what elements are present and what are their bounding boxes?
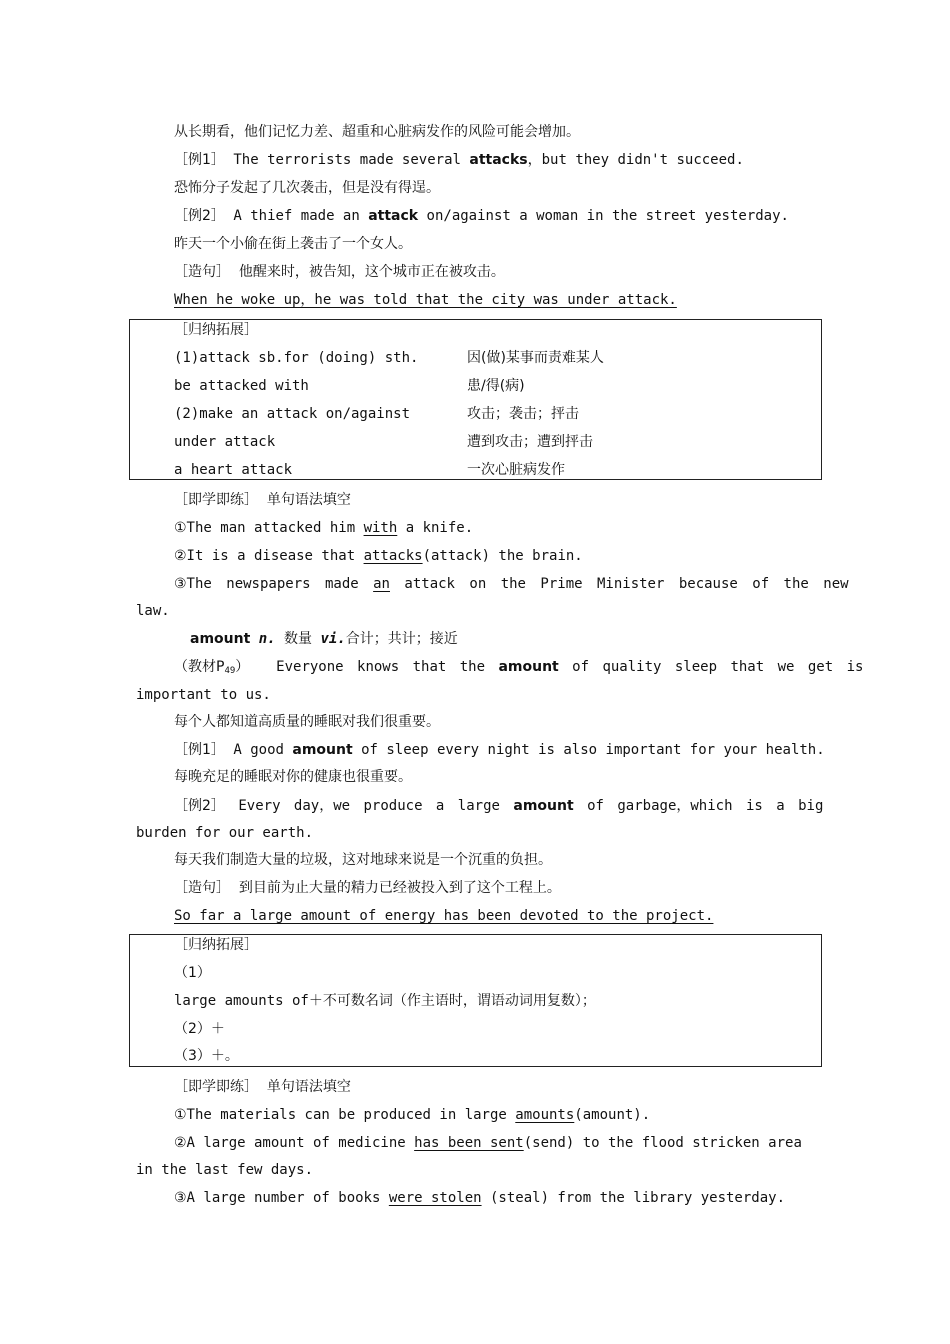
example-text: Every day，we produce a large	[238, 798, 514, 814]
practice-question-2	[174, 1133, 802, 1153]
question-text: ②A large amount of medicine	[174, 1135, 415, 1151]
summary-meaning: 患/得(病)	[467, 378, 525, 394]
sentence-making	[174, 262, 505, 282]
make-tag: ［造句］	[174, 880, 230, 896]
practice-heading	[174, 1077, 351, 1097]
answer-blank: with	[363, 520, 398, 536]
example-1-translation: 恐怖分子发起了几次袭击，但是没有得逞。	[174, 180, 440, 196]
summary-title: ［归纳拓展］	[174, 937, 258, 953]
keyword: amount	[498, 659, 559, 675]
answer-blank: attacks	[363, 548, 423, 564]
example-2-translation: 昨天一个小偷在街上袭击了一个女人。	[174, 236, 412, 252]
answer-blank: were stolen	[388, 1190, 482, 1206]
source-tag-close: ）	[235, 659, 250, 675]
example-text: ，but they didn't succeed.	[527, 152, 744, 168]
keyword: attacks	[469, 152, 528, 168]
summary-title: ［归纳拓展］	[174, 322, 258, 338]
example-1	[174, 740, 825, 760]
practice-question-3-cont: law.	[136, 603, 170, 619]
question-text: (attack) the brain.	[422, 548, 583, 564]
question-text: ③A large number of books	[174, 1190, 389, 1206]
headword-entry	[190, 629, 458, 649]
example-1	[174, 150, 744, 170]
summary-line: large amounts of＋不可数名词（作主语时，谓语动词用复数）；	[174, 993, 596, 1009]
question-text: (steal) from the library yesterday.	[481, 1190, 785, 1206]
summary-meaning: 攻击；袭击；抨击	[467, 406, 579, 422]
summary-line: （3）＋。	[174, 1048, 239, 1064]
summary-phrase: (2)make an attack on/against	[174, 406, 411, 422]
example-2	[174, 796, 823, 816]
question-text: a knife.	[397, 520, 474, 536]
summary-box	[129, 319, 822, 480]
practice-question-1	[174, 1105, 650, 1125]
example-text: A good	[233, 742, 293, 758]
summary-meaning: 因(做)某事而责难某人	[467, 350, 604, 366]
summary-meaning: 一次心脏病发作	[467, 462, 565, 478]
textbook-quote	[174, 657, 863, 681]
practice-tag: ［即学即练］	[174, 1079, 258, 1095]
question-text: ③The newspapers made	[174, 576, 374, 592]
practice-tag: ［即学即练］	[174, 492, 258, 508]
practice-question-3	[174, 574, 849, 594]
quote-text: of quality sleep that we get is	[558, 659, 864, 675]
textbook-quote-cont: important to us.	[136, 687, 271, 703]
practice-question-3	[174, 1188, 785, 1208]
example-text: A thief made an	[233, 208, 369, 224]
sentence-making-answer: When he woke up，he was told that the city was under attack.	[174, 292, 677, 308]
example-2	[174, 206, 789, 226]
example-text: on/against a woman in the street yesterday.	[418, 208, 789, 224]
question-text: ①The man attacked him	[174, 520, 364, 536]
make-tag: ［造句］	[174, 264, 230, 280]
practice-question-2-cont: in the last few days.	[136, 1162, 314, 1178]
example-1-translation: 每晚充足的睡眠对你的健康也很重要。	[174, 769, 412, 785]
headword-meaning: 合计；共计；接近	[345, 631, 458, 647]
quote-text: Everyone knows that the	[276, 659, 499, 675]
intro-translation: 从长期看，他们记忆力差、超重和心脏病发作的风险可能会增加。	[174, 124, 580, 140]
keyword: attack	[368, 208, 419, 224]
sentence-making-answer: So far a large amount of energy has been devoted to the project.	[174, 908, 714, 924]
example-text: of garbage，which is a big	[573, 798, 824, 814]
example-text: of sleep every night is also important for your health.	[352, 742, 825, 758]
answer-blank: amounts	[515, 1107, 575, 1123]
headword: amount	[190, 631, 251, 647]
practice-question-1	[174, 518, 473, 538]
example-tag: ［例1］	[174, 742, 225, 758]
question-text: ②It is a disease that	[174, 548, 364, 564]
question-text: ①The materials can be produced in large	[174, 1107, 516, 1123]
summary-line: （1）	[174, 965, 211, 981]
make-prompt: 他醒来时，被告知，这个城市正在被攻击。	[238, 264, 505, 280]
practice-title: 单句语法填空	[266, 492, 351, 508]
headword-meaning: 数量	[284, 631, 313, 647]
example-text: The terrorists made several	[233, 152, 470, 168]
sentence-making	[174, 878, 561, 898]
practice-question-2	[174, 546, 583, 566]
example-2-cont: burden for our earth.	[136, 825, 314, 841]
practice-title: 单句语法填空	[266, 1079, 351, 1095]
example-tag: ［例1］	[174, 152, 225, 168]
source-page: 49	[224, 666, 236, 676]
example-tag: ［例2］	[174, 208, 225, 224]
source-tag: （教材P	[174, 659, 225, 675]
example-tag: ［例2］	[174, 798, 225, 814]
keyword: amount	[513, 798, 574, 814]
question-text: (send) to the flood stricken area	[523, 1135, 802, 1151]
make-prompt: 到目前为止大量的精力已经被投入到了这个工程上。	[238, 880, 561, 896]
summary-phrase: a heart attack	[174, 462, 293, 478]
answer-blank: has been sent	[414, 1135, 524, 1151]
summary-line: （2）＋	[174, 1021, 225, 1037]
part-of-speech: vi.	[320, 631, 346, 647]
question-text: (amount).	[574, 1107, 651, 1123]
summary-phrase: under attack	[174, 434, 276, 450]
practice-heading	[174, 490, 351, 510]
example-2-translation: 每天我们制造大量的垃圾，这对地球来说是一个沉重的负担。	[174, 852, 552, 868]
textbook-quote-translation: 每个人都知道高质量的睡眠对我们很重要。	[174, 714, 440, 730]
part-of-speech: n.	[258, 631, 276, 647]
summary-phrase: be attacked with	[174, 378, 309, 394]
question-text: attack on the Prime Minister because of the new	[389, 576, 849, 592]
keyword: amount	[292, 742, 353, 758]
summary-meaning: 遭到攻击；遭到抨击	[467, 434, 593, 450]
answer-blank: an	[373, 576, 390, 592]
summary-phrase: (1)attack sb.for (doing) sth.	[174, 350, 419, 366]
